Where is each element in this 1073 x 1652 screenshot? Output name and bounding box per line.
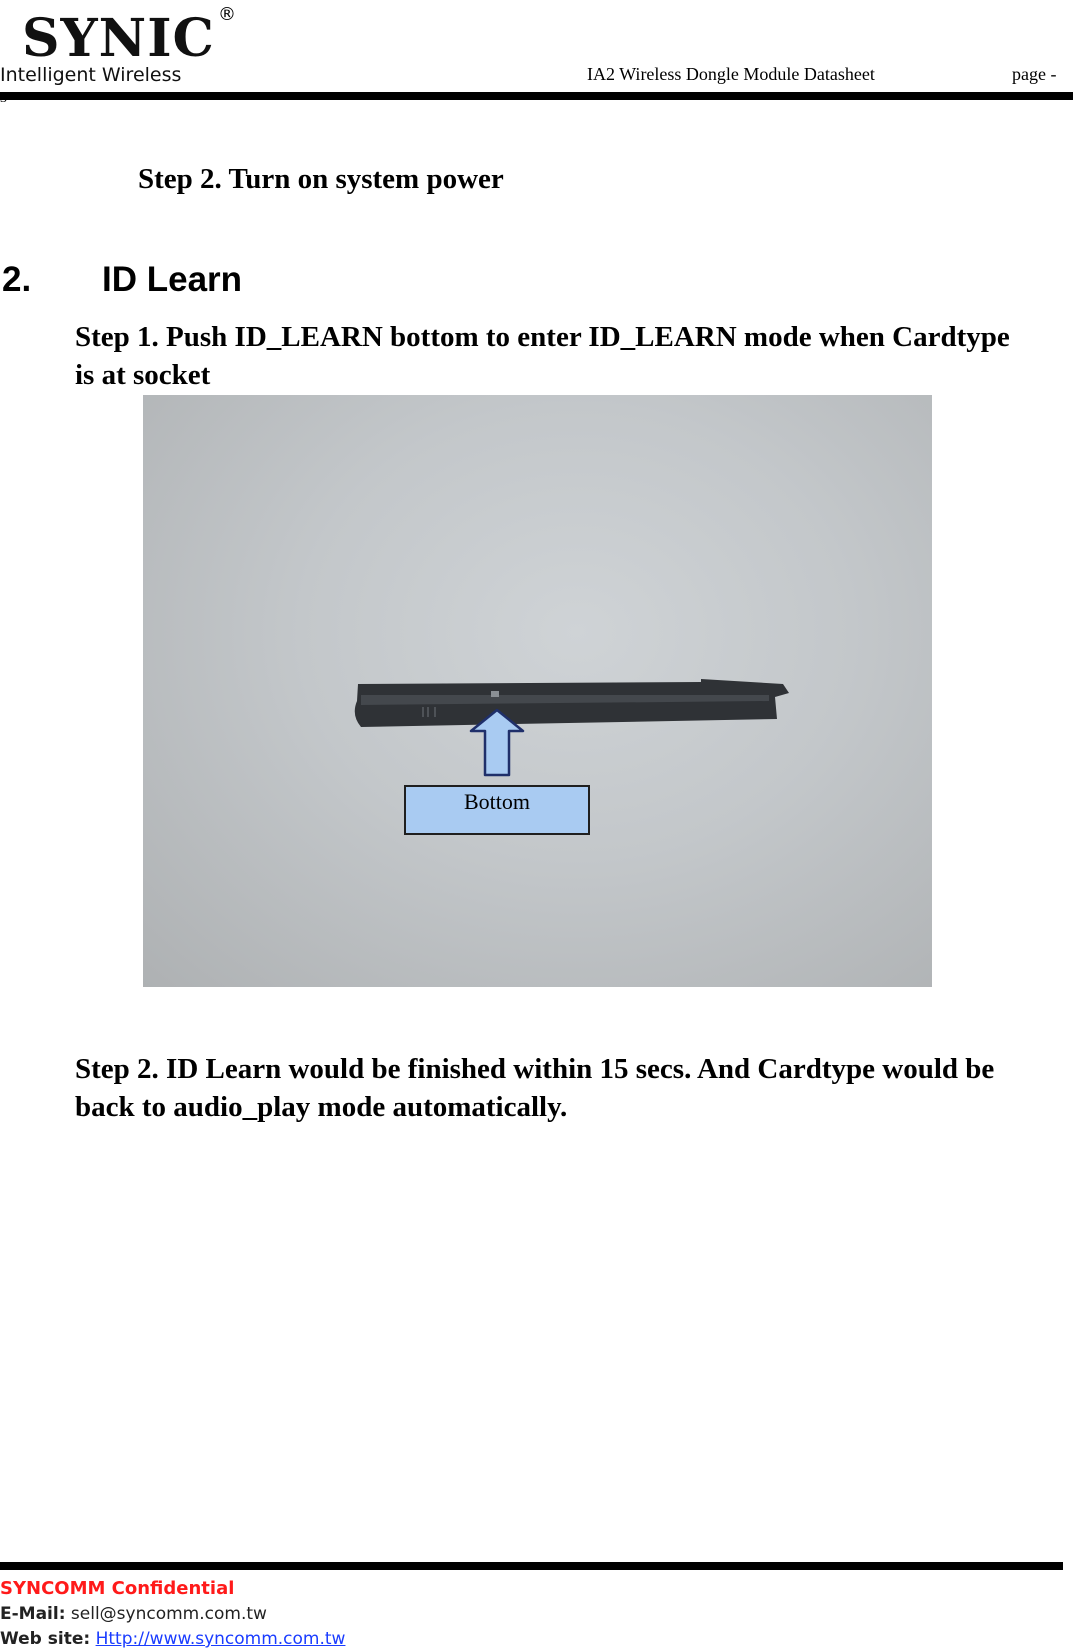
section-number: 2.	[2, 260, 32, 299]
page-number-continued: 3 -	[0, 91, 16, 106]
bottom-callout-label: Bottom	[404, 785, 590, 835]
header-rule	[0, 92, 1073, 100]
document-title: IA2 Wireless Dongle Module Datasheet	[587, 64, 875, 84]
dongle-photo	[143, 395, 932, 987]
section-heading: ID Learn	[102, 260, 243, 299]
registered-mark: ®	[218, 4, 236, 25]
logo-tagline: Intelligent Wireless	[0, 64, 182, 86]
company-logo	[0, 4, 260, 84]
website-link[interactable]: Http://www.syncomm.com.tw	[95, 1629, 346, 1649]
confidential-notice: SYNCOMM Confidential	[0, 1578, 235, 1599]
up-arrow-icon	[143, 395, 932, 987]
footer-website	[0, 1629, 345, 1649]
step-turn-on-power: Step 2. Turn on system power	[138, 163, 504, 195]
logo-wordmark: SYNIC	[22, 8, 215, 69]
footer-email	[0, 1604, 267, 1624]
footer-rule	[0, 1562, 1063, 1570]
website-label: Web site:	[0, 1629, 91, 1649]
page-number: page -	[1012, 64, 1057, 84]
email-label: E-Mail:	[0, 1604, 66, 1624]
email-value: sell@syncomm.com.tw	[70, 1604, 267, 1624]
step-id-learn-finished: Step 2. ID Learn would be finished within 15 secs. And Cardtype would be back to audio_play mode automatically.	[75, 1053, 995, 1123]
step-push-id-learn: Step 1. Push ID_LEARN bottom to enter ID_LEARN mode when Cardtype is at socket	[75, 321, 1010, 391]
